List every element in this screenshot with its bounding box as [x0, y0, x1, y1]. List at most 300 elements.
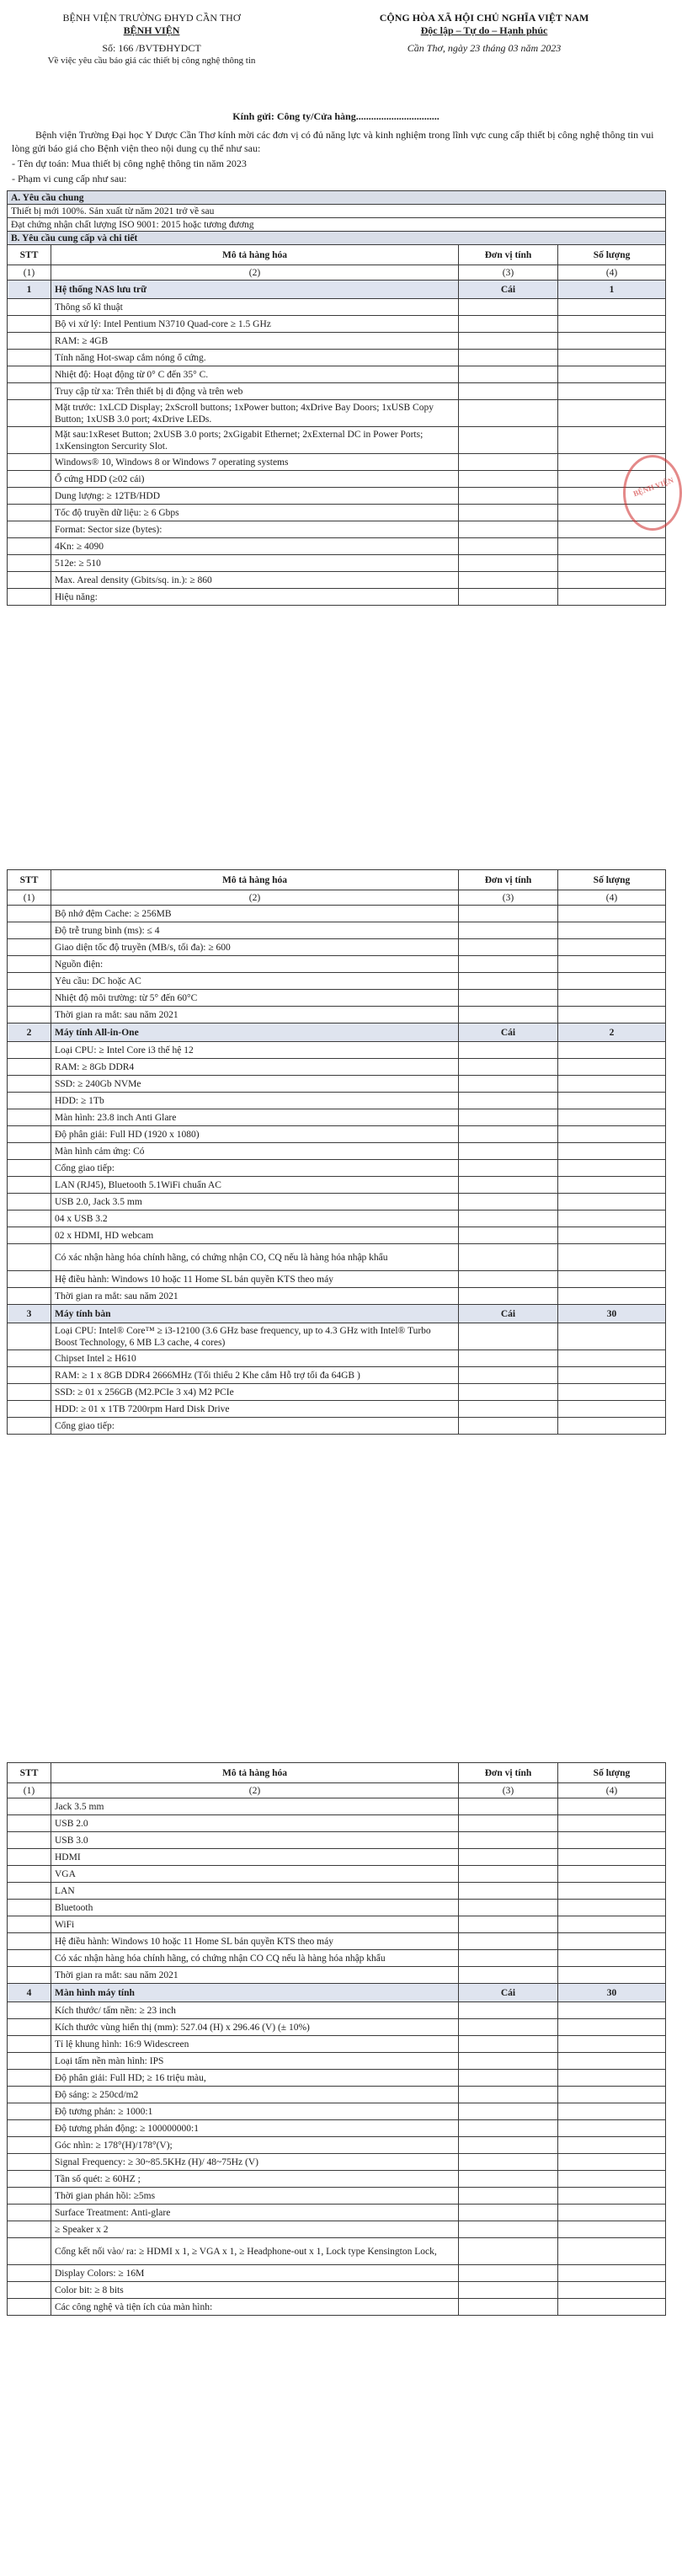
- spec-unit-cell: [459, 1194, 558, 1211]
- spec-row: [8, 1211, 666, 1227]
- spec-stt-cell: [8, 572, 51, 589]
- spec-qty-cell: [558, 2002, 666, 2019]
- spec-text: Color bit: ≥ 8 bits: [51, 2282, 459, 2299]
- nation-motto: Độc lập – Tự do – Hạnh phúc: [420, 24, 548, 36]
- spec-text: Mặt trước: 1xLCD Display; 2xScroll buttons; 1xPower button; 4xDrive Bay Doors; 1xUSB Copy Button; 1xUSB 3.0 port; 4xDrive LEDs.: [51, 400, 459, 427]
- spec-row: [8, 350, 666, 366]
- spec-stt-cell: [8, 1244, 51, 1271]
- spec-text: Format: Sector size (bytes):: [51, 521, 459, 538]
- spec-qty-cell: [558, 1271, 666, 1288]
- spec-unit-cell: [459, 1160, 558, 1177]
- spec-stt-cell: [8, 1194, 51, 1211]
- spec-row: [8, 1401, 666, 1418]
- item-qty: 30: [558, 1305, 666, 1323]
- spec-unit-cell: [459, 366, 558, 383]
- spec-qty-cell: [558, 1076, 666, 1093]
- spec-qty-cell: [558, 1883, 666, 1900]
- spec-stt-cell: [8, 589, 51, 606]
- requirements-table-2: [7, 869, 666, 1435]
- nation-block: [312, 12, 657, 55]
- spec-row: [8, 1244, 666, 1271]
- spec-row: [8, 2221, 666, 2238]
- spec-unit-cell: [459, 1093, 558, 1109]
- spec-stt-cell: [8, 366, 51, 383]
- col-index: (2): [51, 890, 459, 906]
- spec-row: [8, 1177, 666, 1194]
- spec-qty-cell: [558, 1177, 666, 1194]
- spec-row: [8, 2036, 666, 2053]
- spec-unit-cell: [459, 2019, 558, 2036]
- col-index: (1): [8, 1783, 51, 1798]
- spec-qty-cell: [558, 1367, 666, 1384]
- item-stt: 2: [8, 1023, 51, 1042]
- spec-text: Signal Frequency: ≥ 30~85.5KHz (H)/ 48~75Hz (V): [51, 2154, 459, 2171]
- spec-qty-cell: [558, 555, 666, 572]
- spec-row: [8, 1883, 666, 1900]
- spec-text: Tốc độ truyền dữ liệu: ≥ 6 Gbps: [51, 505, 459, 521]
- spec-row: [8, 2087, 666, 2103]
- spec-text: Thời gian phản hồi: ≥5ms: [51, 2188, 459, 2205]
- spec-qty-cell: [558, 906, 666, 922]
- item-name: Máy tính All-in-One: [51, 1023, 459, 1042]
- spec-unit-cell: [459, 1401, 558, 1418]
- spec-stt-cell: [8, 383, 51, 400]
- spec-unit-cell: [459, 400, 558, 427]
- spec-stt-cell: [8, 1093, 51, 1109]
- spec-unit-cell: [459, 956, 558, 973]
- item-row-nas: [8, 281, 666, 299]
- stamp-label: BỆNH VIỆN: [631, 475, 675, 499]
- spec-qty-cell: [558, 427, 666, 454]
- spec-stt-cell: [8, 505, 51, 521]
- spec-qty-cell: [558, 922, 666, 939]
- spec-stt-cell: [8, 1211, 51, 1227]
- spec-unit-cell: [459, 2036, 558, 2053]
- spec-stt-cell: [8, 2019, 51, 2036]
- spec-qty-cell: [558, 1126, 666, 1143]
- spec-row: [8, 1042, 666, 1059]
- spec-unit-cell: [459, 1350, 558, 1367]
- spec-qty-cell: [558, 973, 666, 990]
- spec-unit-cell: [459, 2154, 558, 2171]
- spec-unit-cell: [459, 1042, 558, 1059]
- spec-text: Nguồn điện:: [51, 956, 459, 973]
- spec-row: [8, 2265, 666, 2282]
- spec-unit-cell: [459, 521, 558, 538]
- col-header-stt: STT: [8, 1763, 51, 1783]
- spec-text: Độ tương phản: ≥ 1000:1: [51, 2103, 459, 2120]
- spec-unit-cell: [459, 1967, 558, 1984]
- spec-row: [8, 2103, 666, 2120]
- spec-row: [8, 1900, 666, 1916]
- spec-unit-cell: [459, 1288, 558, 1305]
- col-index: (3): [459, 890, 558, 906]
- spec-stt-cell: [8, 1401, 51, 1418]
- spec-text: Độ trễ trung bình (ms): ≤ 4: [51, 922, 459, 939]
- spec-stt-cell: [8, 1798, 51, 1815]
- spec-qty-cell: [558, 1109, 666, 1126]
- spec-qty-cell: [558, 1350, 666, 1367]
- spec-unit-cell: [459, 2205, 558, 2221]
- spec-text: USB 2.0, Jack 3.5 mm: [51, 1194, 459, 1211]
- spec-unit-cell: [459, 316, 558, 333]
- spec-qty-cell: [558, 1042, 666, 1059]
- spec-text: Màn hình: 23.8 inch Anti Glare: [51, 1109, 459, 1126]
- spec-text: Max. Areal density (Gbits/sq. in.): ≥ 860: [51, 572, 459, 589]
- spec-row: [8, 1384, 666, 1401]
- spec-unit-cell: [459, 1866, 558, 1883]
- spec-stt-cell: [8, 1866, 51, 1883]
- spec-qty-cell: [558, 956, 666, 973]
- item-qty: 1: [558, 281, 666, 299]
- col-header-qty: Số lượng: [558, 245, 666, 265]
- spec-row: [8, 366, 666, 383]
- col-header-desc: Mô tả hàng hóa: [51, 1763, 459, 1783]
- spec-row: [8, 1350, 666, 1367]
- spec-row: [8, 400, 666, 427]
- spec-unit-cell: [459, 906, 558, 922]
- spec-text: Truy cập từ xa: Trên thiết bị di động và trên web: [51, 383, 459, 400]
- spec-text: Display Colors: ≥ 16M: [51, 2265, 459, 2282]
- spec-row: [8, 939, 666, 956]
- spec-text: Kích thước vùng hiển thị (mm): 527.04 (H) x 296.46 (V) (± 10%): [51, 2019, 459, 2036]
- col-header-stt: STT: [8, 870, 51, 890]
- spec-stt-cell: [8, 1967, 51, 1984]
- spec-unit-cell: [459, 1900, 558, 1916]
- spec-stt-cell: [8, 1384, 51, 1401]
- spec-row: [8, 1271, 666, 1288]
- spec-unit-cell: [459, 2265, 558, 2282]
- spec-stt-cell: [8, 555, 51, 572]
- spec-row: [8, 538, 666, 555]
- spec-stt-cell: [8, 2188, 51, 2205]
- spec-text: LAN: [51, 1883, 459, 1900]
- spec-row: [8, 1007, 666, 1023]
- item-row-desktop: [8, 1305, 666, 1323]
- spec-qty-cell: [558, 2265, 666, 2282]
- spec-unit-cell: [459, 1227, 558, 1244]
- spec-qty-cell: [558, 1849, 666, 1866]
- recipient-line: Kính gửi: Công ty/Cửa hàng.................................: [232, 110, 440, 122]
- spec-stt-cell: [8, 956, 51, 973]
- spec-unit-cell: [459, 1109, 558, 1126]
- spec-row: [8, 1227, 666, 1244]
- document-number: Số: 166 /BVTĐHYDCT: [102, 42, 201, 54]
- spec-row: [8, 505, 666, 521]
- spec-text: VGA: [51, 1866, 459, 1883]
- spec-text: USB 3.0: [51, 1832, 459, 1849]
- spec-qty-cell: [558, 1933, 666, 1950]
- spec-row: [8, 521, 666, 538]
- spec-row: [8, 333, 666, 350]
- spec-text: SSD: ≥ 01 x 256GB (M2.PCIe 3 x4) M2 PCIe: [51, 1384, 459, 1401]
- spec-text: RAM: ≥ 1 x 8GB DDR4 2666MHz (Tối thiểu 2 Khe cắm Hỗ trợ tối đa 64GB ): [51, 1367, 459, 1384]
- spec-row: [8, 427, 666, 454]
- spec-stt-cell: [8, 427, 51, 454]
- spec-stt-cell: [8, 1227, 51, 1244]
- spec-row: [8, 2019, 666, 2036]
- item-unit: Cái: [459, 1023, 558, 1042]
- spec-stt-cell: [8, 1042, 51, 1059]
- spec-text: Hiệu năng:: [51, 589, 459, 606]
- spec-stt-cell: [8, 2205, 51, 2221]
- requirements-table-3: [7, 1762, 666, 2316]
- spec-unit-cell: [459, 990, 558, 1007]
- spec-unit-cell: [459, 538, 558, 555]
- spec-unit-cell: [459, 2299, 558, 2316]
- spec-qty-cell: [558, 1384, 666, 1401]
- spec-stt-cell: [8, 1950, 51, 1967]
- spec-row: [8, 1323, 666, 1350]
- spec-unit-cell: [459, 2087, 558, 2103]
- spec-unit-cell: [459, 1418, 558, 1435]
- spec-unit-cell: [459, 1933, 558, 1950]
- spec-qty-cell: [558, 1227, 666, 1244]
- spec-qty-cell: [558, 1160, 666, 1177]
- spec-row: [8, 299, 666, 316]
- spec-stt-cell: [8, 1323, 51, 1350]
- spec-text: Loại CPU: ≥ Intel Core i3 thế hệ 12: [51, 1042, 459, 1059]
- spec-stt-cell: [8, 538, 51, 555]
- spec-stt-cell: [8, 2171, 51, 2188]
- spec-unit-cell: [459, 2053, 558, 2070]
- spec-text: Hệ điều hành: Windows 10 hoặc 11 Home SL bản quyền KTS theo máy: [51, 1933, 459, 1950]
- spec-text: Hệ điều hành: Windows 10 hoặc 11 Home SL bản quyền KTS theo máy: [51, 1271, 459, 1288]
- spec-text: HDD: ≥ 1Tb: [51, 1093, 459, 1109]
- spec-text: WiFi: [51, 1916, 459, 1933]
- spec-stt-cell: [8, 471, 51, 488]
- spec-text: Độ phân giải: Full HD; ≥ 16 triệu màu,: [51, 2070, 459, 2087]
- spec-stt-cell: [8, 1350, 51, 1367]
- spec-row: [8, 383, 666, 400]
- spec-qty-cell: [558, 2299, 666, 2316]
- spec-stt-cell: [8, 316, 51, 333]
- spec-stt-cell: [8, 990, 51, 1007]
- spec-stt-cell: [8, 2265, 51, 2282]
- spec-stt-cell: [8, 333, 51, 350]
- spec-qty-cell: [558, 1866, 666, 1883]
- spec-unit-cell: [459, 1177, 558, 1194]
- spec-row: [8, 488, 666, 505]
- spec-row: [8, 990, 666, 1007]
- spec-qty-cell: [558, 1093, 666, 1109]
- spec-stt-cell: [8, 1271, 51, 1288]
- spec-stt-cell: [8, 973, 51, 990]
- spec-row: [8, 1194, 666, 1211]
- spec-unit-cell: [459, 1384, 558, 1401]
- col-header-stt: STT: [8, 245, 51, 265]
- item-stt: 4: [8, 1984, 51, 2002]
- spec-unit-cell: [459, 2002, 558, 2019]
- spec-qty-cell: [558, 400, 666, 427]
- spec-unit-cell: [459, 1076, 558, 1093]
- spec-row: [8, 2299, 666, 2316]
- spec-row: [8, 589, 666, 606]
- spec-row: [8, 1059, 666, 1076]
- spec-unit-cell: [459, 2238, 558, 2265]
- spec-stt-cell: [8, 2154, 51, 2171]
- col-header-unit: Đơn vị tính: [459, 1763, 558, 1783]
- spec-row: [8, 1418, 666, 1435]
- spec-unit-cell: [459, 1950, 558, 1967]
- spec-row: [8, 1832, 666, 1849]
- spec-qty-cell: [558, 2282, 666, 2299]
- spec-text: Chipset Intel ≥ H610: [51, 1350, 459, 1367]
- spec-qty-cell: [558, 1194, 666, 1211]
- spec-unit-cell: [459, 427, 558, 454]
- spec-row: [8, 2188, 666, 2205]
- spec-unit-cell: [459, 1849, 558, 1866]
- col-header-desc: Mô tả hàng hóa: [51, 870, 459, 890]
- spec-text: Giao diện tốc độ truyền (MB/s, tối đa): ≥ 600: [51, 939, 459, 956]
- spec-row: [8, 1367, 666, 1384]
- spec-qty-cell: [558, 1211, 666, 1227]
- spec-text: RAM: ≥ 4GB: [51, 333, 459, 350]
- spec-row: [8, 2137, 666, 2154]
- spec-text: Loại CPU: Intel® Core™ ≥ i3-12100 (3.6 GHz base frequency, up to 4.3 GHz with Intel® Turbo Boost Technology, 6 MB L3 cache, 4 cores): [51, 1323, 459, 1350]
- spec-stt-cell: [8, 1160, 51, 1177]
- spec-qty-cell: [558, 299, 666, 316]
- spec-text: Surface Treatment: Anti-glare: [51, 2205, 459, 2221]
- spec-unit-cell: [459, 1211, 558, 1227]
- spec-stt-cell: [8, 1933, 51, 1950]
- col-index: (2): [51, 265, 459, 281]
- spec-qty-cell: [558, 1900, 666, 1916]
- spec-unit-cell: [459, 1143, 558, 1160]
- spec-qty-cell: [558, 2036, 666, 2053]
- spec-unit-cell: [459, 1367, 558, 1384]
- spec-text: Tính năng Hot-swap cắm nóng ổ cứng.: [51, 350, 459, 366]
- spec-unit-cell: [459, 2137, 558, 2154]
- spec-qty-cell: [558, 939, 666, 956]
- spec-stt-cell: [8, 1367, 51, 1384]
- spec-stt-cell: [8, 2036, 51, 2053]
- intro-paragraph: Bệnh viện Trường Đại học Y Dược Cần Thơ kính mời các đơn vị có đủ năng lực và kinh nghiệm trong lĩnh vực cung cấp thiết bị công nghệ thông tin vui lòng gửi báo giá cho Bệnh viện theo nội dung cụ thể như sau:: [12, 129, 654, 154]
- spec-text: Nhiệt độ: Hoạt động từ 0° C đến 35° C.: [51, 366, 459, 383]
- spec-qty-cell: [558, 1967, 666, 1984]
- spec-row: [8, 2120, 666, 2137]
- spec-row: [8, 973, 666, 990]
- spec-row: [8, 316, 666, 333]
- issuer-block: [8, 12, 295, 67]
- spec-row: [8, 1967, 666, 1984]
- spec-stt-cell: [8, 906, 51, 922]
- spec-qty-cell: [558, 1832, 666, 1849]
- spec-unit-cell: [459, 350, 558, 366]
- spec-stt-cell: [8, 2238, 51, 2265]
- spec-unit-cell: [459, 555, 558, 572]
- col-header-unit: Đơn vị tính: [459, 870, 558, 890]
- section-a-title: A. Yêu cầu chung: [8, 191, 666, 205]
- item-stt: 3: [8, 1305, 51, 1323]
- col-index: (3): [459, 265, 558, 281]
- item-qty: 30: [558, 1984, 666, 2002]
- col-index: (4): [558, 265, 666, 281]
- spec-text: Bluetooth: [51, 1900, 459, 1916]
- item-name: Màn hình máy tính: [51, 1984, 459, 2002]
- spec-unit-cell: [459, 1059, 558, 1076]
- spec-stt-cell: [8, 488, 51, 505]
- spec-stt-cell: [8, 2087, 51, 2103]
- spec-unit-cell: [459, 1271, 558, 1288]
- col-index: (4): [558, 890, 666, 906]
- col-index: (4): [558, 1783, 666, 1798]
- spec-stt-cell: [8, 454, 51, 471]
- spec-row: [8, 2238, 666, 2265]
- spec-stt-cell: [8, 2221, 51, 2238]
- spec-text: Độ tương phản động: ≥ 100000000:1: [51, 2120, 459, 2137]
- spec-text: Góc nhìn: ≥ 178°(H)/178°(V);: [51, 2137, 459, 2154]
- spec-unit-cell: [459, 1798, 558, 1815]
- spec-row: [8, 1093, 666, 1109]
- spec-text: Windows® 10, Windows 8 or Windows 7 operating systems: [51, 454, 459, 471]
- spec-text: Các công nghệ và tiện ích của màn hình:: [51, 2299, 459, 2316]
- spec-stt-cell: [8, 400, 51, 427]
- spec-text: Yêu cầu: DC hoặc AC: [51, 973, 459, 990]
- spec-row: [8, 1866, 666, 1883]
- spec-stt-cell: [8, 1916, 51, 1933]
- spec-text: Thời gian ra mắt: sau năm 2021: [51, 1967, 459, 1984]
- spec-row: [8, 572, 666, 589]
- spec-qty-cell: [558, 2053, 666, 2070]
- place-date: Cần Thơ, ngày 23 tháng 03 năm 2023: [407, 42, 562, 54]
- spec-row: [8, 2282, 666, 2299]
- spec-stt-cell: [8, 2070, 51, 2087]
- spec-qty-cell: [558, 316, 666, 333]
- spec-qty-cell: [558, 2070, 666, 2087]
- spec-row: [8, 1076, 666, 1093]
- spec-text: Có xác nhận hàng hóa chính hãng, có chứng nhận CO, CQ nếu là hàng hóa nhập khẩu: [51, 1244, 459, 1271]
- spec-text: Bộ vi xử lý: Intel Pentium N3710 Quad-core ≥ 1.5 GHz: [51, 316, 459, 333]
- col-index: (2): [51, 1783, 459, 1798]
- spec-unit-cell: [459, 333, 558, 350]
- item-row-monitor: [8, 1984, 666, 2002]
- spec-qty-cell: [558, 1323, 666, 1350]
- spec-text: HDMI: [51, 1849, 459, 1866]
- spec-unit-cell: [459, 922, 558, 939]
- col-header-unit: Đơn vị tính: [459, 245, 558, 265]
- spec-stt-cell: [8, 2103, 51, 2120]
- spec-unit-cell: [459, 2070, 558, 2087]
- spec-qty-cell: [558, 538, 666, 555]
- spec-stt-cell: [8, 1143, 51, 1160]
- spec-qty-cell: [558, 1401, 666, 1418]
- spec-row: [8, 1950, 666, 1967]
- spec-unit-cell: [459, 973, 558, 990]
- spec-text: Màn hình cảm ứng: Có: [51, 1143, 459, 1160]
- spec-stt-cell: [8, 1076, 51, 1093]
- item-qty: 2: [558, 1023, 666, 1042]
- spec-row: [8, 1143, 666, 1160]
- spec-stt-cell: [8, 1849, 51, 1866]
- spec-stt-cell: [8, 1109, 51, 1126]
- spec-stt-cell: [8, 350, 51, 366]
- spec-row: [8, 906, 666, 922]
- spec-qty-cell: [558, 1815, 666, 1832]
- spec-unit-cell: [459, 2282, 558, 2299]
- spec-stt-cell: [8, 2282, 51, 2299]
- spec-stt-cell: [8, 2299, 51, 2316]
- spec-stt-cell: [8, 299, 51, 316]
- spec-text: Thời gian ra mắt: sau năm 2021: [51, 1007, 459, 1023]
- spec-row: [8, 454, 666, 471]
- spec-qty-cell: [558, 333, 666, 350]
- spec-row: [8, 1849, 666, 1866]
- spec-unit-cell: [459, 454, 558, 471]
- item-row-aio: [8, 1023, 666, 1042]
- spec-stt-cell: [8, 1059, 51, 1076]
- spec-text: Cổng kết nối vào/ ra: ≥ HDMI x 1, ≥ VGA x 1, ≥ Headphone-out x 1, Lock type Kensington Lock,: [51, 2238, 459, 2265]
